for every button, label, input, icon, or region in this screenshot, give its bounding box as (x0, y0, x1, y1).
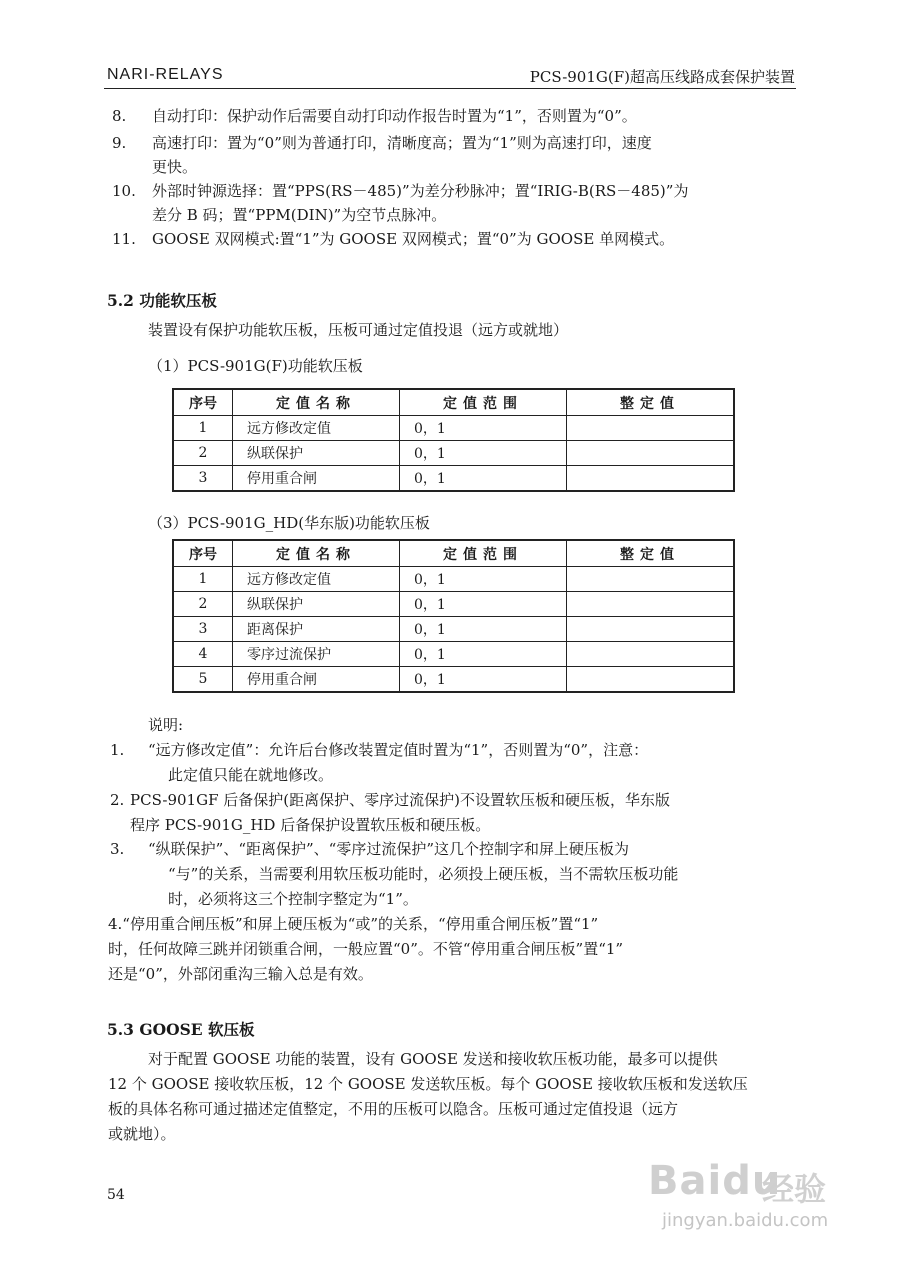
list-item-number: 9. (112, 134, 127, 152)
section-title-5-3: 5.3 GOOSE 软压板 (107, 1020, 255, 1039)
cell-value (567, 567, 735, 592)
note-4-line: 还是“0”，外部闭重沟三输入总是有效。 (108, 965, 373, 983)
cell-name: 远方修改定值 (233, 567, 400, 592)
cell-value (567, 617, 735, 642)
table-row (173, 592, 734, 617)
note-text: “纵联保护”、“距离保护”、“零序过流保护”这几个控制字和屏上硬压板为 (148, 840, 630, 858)
cell-value (567, 466, 735, 492)
cell-no: 5 (173, 667, 233, 693)
note-4-line: 时，任何故障三跳并闭锁重合闸，一般应置“0”。不管“停用重合闸压板”置“1” (108, 940, 624, 958)
column-header-value: 整定值 (567, 389, 735, 416)
list-item-text: 差分 B 码；置“PPM(DIN)”为空节点脉冲。 (152, 206, 447, 224)
cell-value (567, 667, 735, 693)
table2-caption: （3）PCS-901G_HD(华东版)功能软压板 (148, 514, 430, 532)
section-title-5-2: 5.2 功能软压板 (107, 291, 217, 310)
cell-value (567, 416, 735, 441)
table-row (173, 567, 734, 592)
cell-range: 0，1 (400, 617, 567, 642)
cell-name: 停用重合闸 (233, 466, 400, 492)
cell-no: 1 (173, 416, 233, 441)
table-pcs-901g-hd (172, 539, 735, 693)
list-item-number: 11. (112, 230, 136, 248)
table-pcs-901g-f (172, 388, 735, 492)
list-item-text: 外部时钟源选择：置“PPS(RS－485)”为差分秒脉冲；置“IRIG-B(RS－485)”为 (152, 182, 689, 200)
cell-value (567, 642, 735, 667)
cell-no: 3 (173, 617, 233, 642)
cell-name: 距离保护 (233, 617, 400, 642)
paragraph-line: 板的具体名称可通过描述定值整定，不用的压板可以隐含。压板可通过定值投退（远方 (108, 1100, 679, 1118)
cell-no: 4 (173, 642, 233, 667)
note-number: 3. (110, 840, 125, 858)
cell-name: 纵联保护 (233, 592, 400, 617)
table-row (173, 466, 734, 492)
page-number: 54 (107, 1187, 125, 1203)
table-row (173, 667, 734, 693)
table-row (173, 441, 734, 466)
header-left: NARI-RELAYS (107, 66, 224, 83)
note-text: “与”的关系，当需要利用软压板功能时，必须投上硬压板，当不需软压板功能 (168, 865, 679, 883)
list-item-text: 更快。 (152, 158, 198, 176)
column-header-range: 定值范围 (400, 540, 567, 567)
cell-no: 2 (173, 592, 233, 617)
cell-value (567, 441, 735, 466)
list-item-text: 自动打印：保护动作后需要自动打印动作报告时置为“1”，否则置为“0”。 (152, 107, 637, 125)
baidu-logo: Baidu (648, 1158, 782, 1204)
cell-value (567, 592, 735, 617)
cell-name: 纵联保护 (233, 441, 400, 466)
list-item-number: 8. (112, 107, 127, 125)
paragraph-line: 或就地）。 (108, 1125, 176, 1143)
note-number: 2. (110, 791, 125, 809)
cell-no: 2 (173, 441, 233, 466)
cell-range: 0，1 (400, 667, 567, 693)
section-intro: 装置设有保护功能软压板，压板可通过定值投退（远方或就地） (148, 321, 569, 339)
header-right: PCS-901G(F)超高压线路成套保护装置 (529, 68, 795, 86)
column-header-no: 序号 (173, 389, 233, 416)
note-number: 1. (110, 741, 125, 759)
list-item-number: 10. (112, 182, 136, 200)
cell-range: 0，1 (400, 592, 567, 617)
column-header-name: 定值名称 (233, 540, 400, 567)
cell-name: 零序过流保护 (233, 642, 400, 667)
table1-caption: （1）PCS-901G(F)功能软压板 (148, 357, 363, 375)
cell-range: 0，1 (400, 642, 567, 667)
note-text: PCS-901GF 后备保护(距离保护、零序过流保护)不设置软压板和硬压板，华东版 (130, 791, 670, 809)
cell-range: 0，1 (400, 416, 567, 441)
note-text: 程序 PCS-901G_HD 后备保护设置软压板和硬压板。 (130, 816, 491, 834)
paragraph-line: 12 个 GOOSE 接收软压板，12 个 GOOSE 发送软压板。每个 GOOSE 接收软压板和发送软压 (108, 1075, 748, 1093)
list-item-text: GOOSE 双网模式:置“1”为 GOOSE 双网模式；置“0”为 GOOSE 单网模式。 (152, 230, 675, 248)
column-header-name: 定值名称 (233, 389, 400, 416)
header-rule (104, 88, 796, 89)
note-4 (108, 912, 808, 987)
cell-range: 0，1 (400, 567, 567, 592)
baidu-jingyan-watermark (640, 1148, 840, 1258)
column-header-value: 整定值 (567, 540, 735, 567)
cell-no: 3 (173, 466, 233, 492)
note-text: 时，必须将这三个控制字整定为“1”。 (168, 890, 418, 908)
notes-title: 说明: (148, 716, 184, 734)
section-5-3-paragraph (108, 1047, 808, 1147)
jingyan-logo-text: 经验 (762, 1170, 827, 1208)
table-row (173, 642, 734, 667)
note-4-line: 4.“停用重合闸压板”和屏上硬压板为“或”的关系，“停用重合闸压板”置“1” (108, 915, 599, 933)
table-row (173, 617, 734, 642)
cell-name: 停用重合闸 (233, 667, 400, 693)
table-row (173, 416, 734, 441)
cell-no: 1 (173, 567, 233, 592)
watermark-url: jingyan.baidu.com (662, 1210, 829, 1231)
cell-range: 0，1 (400, 441, 567, 466)
column-header-no: 序号 (173, 540, 233, 567)
cell-range: 0，1 (400, 466, 567, 492)
note-text: 此定值只能在就地修改。 (168, 766, 334, 784)
note-text: “远方修改定值”：允许后台修改装置定值时置为“1”，否则置为“0”，注意： (148, 741, 649, 759)
cell-name: 远方修改定值 (233, 416, 400, 441)
paragraph-line: 对于配置 GOOSE 功能的装置，设有 GOOSE 发送和接收软压板功能，最多可以提供 (148, 1050, 718, 1068)
column-header-range: 定值范围 (400, 389, 567, 416)
list-item-text: 高速打印：置为“0”则为普通打印，清晰度高；置为“1”则为高速打印，速度 (152, 134, 652, 152)
